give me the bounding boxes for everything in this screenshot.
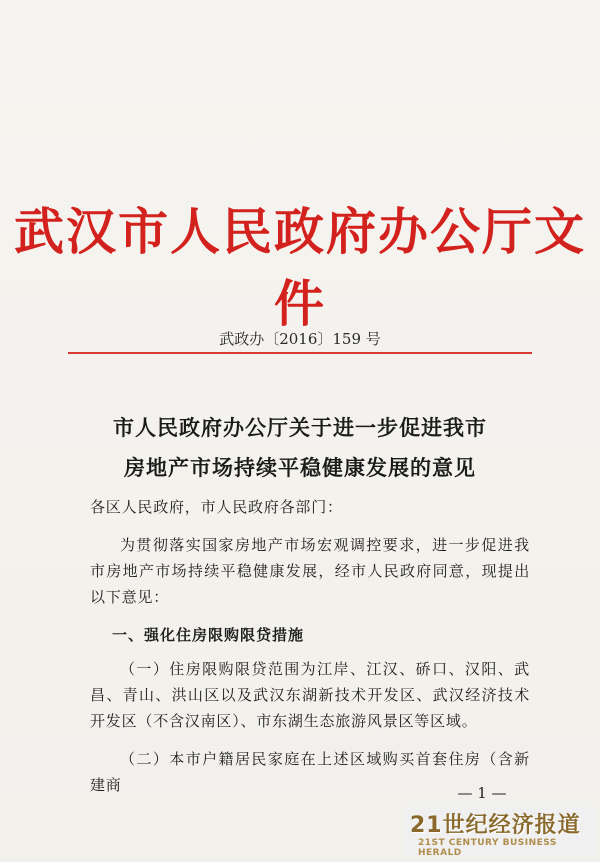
document-title-line-2: 房地产市场持续平稳健康发展的意见 <box>124 455 476 480</box>
section-heading-1: 一、强化住房限购限贷措施 <box>112 626 305 644</box>
item-1-paragraph <box>90 656 530 734</box>
watermark-text-cn: 21世纪经济报道 <box>410 813 581 838</box>
intro-text: 为贯彻落实国家房地产市场宏观调控要求，进一步促进我市房地产市场持续平稳健康发展，经市人民政府同意，现提出以下意见： <box>90 536 530 606</box>
document-number: 武政办〔2016〕159 号 <box>219 330 381 348</box>
watermark-text-en: 21ST CENTURY BUSINESS HERALD <box>418 838 557 858</box>
salutation: 各区人民政府，市人民政府各部门： <box>90 498 343 516</box>
intro-paragraph <box>90 532 530 610</box>
page-number: — 1 — <box>457 784 507 802</box>
document-header-title: 武汉市人民政府办公厅文件 <box>14 202 586 333</box>
document-title-line-1: 市人民政府办公厅关于进一步促进我市 <box>113 415 487 440</box>
item-1-text: （一）住房限购限贷范围为江岸、江汉、硚口、汉阳、武昌、青山、洪山区以及武汉东湖新技术开发区、武汉经济技术开发区（不含汉南区）、市东湖生态旅游风景区等区域。 <box>90 660 530 730</box>
red-divider-line <box>68 352 532 354</box>
item-2-text: （二）本市户籍居民家庭在上述区域购买首套住房（含新建商 <box>90 750 530 794</box>
watermark-logo <box>404 806 594 856</box>
